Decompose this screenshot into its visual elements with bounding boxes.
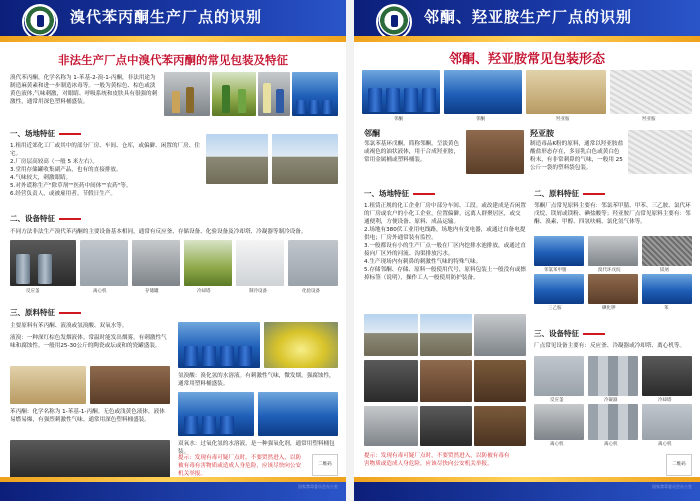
caption-top-4: 羟亚胺: [642, 117, 656, 122]
photo-o-ketone-drums: [362, 70, 440, 114]
caption-storage-tank: 存储罐: [145, 289, 159, 294]
photo-lab-sample: [164, 72, 210, 116]
photo-lab-equipment: [288, 240, 338, 286]
photo-equip-1: [534, 356, 584, 396]
photo-equip-6: [642, 404, 692, 440]
photo-raw-2: [588, 236, 638, 266]
photo-bromine-jars: [90, 366, 170, 404]
section-raw-title: 二、原料特征: [534, 188, 605, 199]
photo-o-ketone-drums-2: [444, 70, 522, 114]
photo-equip-4: [534, 404, 584, 440]
caption-top-2: 邻酮: [476, 117, 485, 122]
caption-equip-3: 冷却塔: [658, 398, 672, 403]
site-text: 1.租赁正规的化工企业厂房中部分车间、工段。或改建成是否闲置的厂房或农户的小化工企业，位置偏僻，远离人群聚居区，或交通便利，方便设备、原料、成品运输。 2.场地有380伏工业用电线路，场地内有变电器，或通过自备电提供电；厂房外通常装有监控。 3.一般都设有小的生产厂点一般在厂区内挖排水池排放，或通过直接向厂区外的河流、沟渠排放污水。 4.生产现场内有刺鼻的刺激性气味的特殊气味。 5.存储邻酮、存储、原料一般使用代号，原料包装上一般没有或擦掉标签（说明），操作工人一般使用防护装备。: [364, 203, 526, 281]
raw-text-5: 双氧水：过氧化氢的水溶液，是一种强氧化剂，通常用塑料桶包装。: [178, 441, 335, 455]
photo-bromine-crates: [10, 366, 86, 404]
warning-tip: 提示：发现有毒可疑厂点时，不要贸然进入，以防被有毒有害物质或造成人身危险，应该尽快向公安机关举报。: [364, 453, 510, 467]
raw-text-4: 氢溴酸：溴化氢的水溶液。有刺激性气味，微发烟。强腐蚀性，通常用塑料桶盛装。: [178, 373, 335, 387]
photo-acid-drums: [178, 322, 260, 368]
caption-refrigeration: 制冷设备: [249, 289, 267, 294]
photo-equip-2: [588, 356, 638, 396]
poster-header: [0, 0, 346, 40]
raw-text-2: 液溴：一种深红棕色发烟液体。常温时能发出烟雾，有刺激性气味和腐蚀性。一般用25-30公斤的陶瓷或坛或和的瓷罐盛装。: [10, 335, 167, 349]
photo-site-6: [474, 360, 526, 402]
caption-raw-6: 苯: [664, 306, 669, 311]
photo-liquid-bottles: [212, 72, 256, 116]
gold-swoosh: [354, 36, 700, 42]
right-poster: [354, 0, 700, 501]
o-ketone-text: 邻氯苯基环戊酮，简称邻酮，呈淡黄色或褐色的油状液体，用于合成羟亚胺，常用金属桶或塑料桶装。: [364, 141, 460, 163]
photo-raw-6: [642, 274, 692, 304]
photo-site-8: [420, 406, 472, 446]
photo-hydroxyimine-boxes: [526, 70, 606, 114]
photo-raw-drums: [10, 440, 170, 478]
raw-text-3: 苯丙酮：化学名称为 1-苯基-1-丙酮。无色或浅黄色液体，液体易燃易爆，有强烈刺激性气味。通常用深色塑料桶盛装。: [10, 409, 165, 423]
poster-title: 溴代苯丙酮生产厂点的识别: [70, 8, 263, 26]
photo-peroxide-drums: [258, 392, 338, 436]
section-raw-title: 三、原料特征: [10, 307, 81, 318]
caption-equip-1: 反应釜: [550, 398, 564, 403]
raw-text: 邻酮厂点常见原料主要有：邻氯苯甲腈、甲苯、三乙胺、氯代环戊烷、镁屑或镁粉、碘盐酸等；羟亚胺厂点常见原料主要有：邻酮、溴素、甲醇、四氢呋喃、氯化氢气体等。: [534, 203, 691, 225]
caption-cooling-tower: 冷却塔: [197, 289, 211, 294]
caption-equip-2: 冷凝器: [604, 398, 618, 403]
photo-hydroxyimine-powder: [628, 130, 692, 174]
photo-storage-tank: [132, 240, 180, 286]
caption-top-3: 羟亚胺: [556, 117, 570, 122]
photo-equip-3: [642, 356, 692, 396]
caption-centrifuge: 离心机: [93, 289, 107, 294]
photo-site-7: [364, 406, 418, 446]
equipment-text: 厂点常见设备主要有：反应釜、冷凝器或冷却塔、离心机等。: [534, 343, 686, 349]
caption-equip-6: 离心机: [658, 442, 672, 447]
section-equipment-title: 二、设备特征: [10, 213, 81, 224]
gold-swoosh: [0, 477, 346, 482]
caption-raw-3: 镁屑: [660, 268, 669, 273]
caption-equip-4: 离心机: [550, 442, 564, 447]
section-site-title: 一、场地特征: [364, 188, 435, 199]
photo-hydroxyimine-bags: [610, 70, 692, 114]
photo-site-4: [364, 360, 418, 402]
qr-code[interactable]: 二维码: [312, 454, 338, 476]
photo-factory-exterior: [206, 134, 268, 184]
photo-site-3: [474, 314, 526, 356]
footer-text: 国家禁毒委员会办公室: [652, 484, 692, 489]
photo-site-9: [474, 406, 526, 446]
left-poster: [0, 0, 346, 501]
equipment-text: 不同方法非法生产溴代苯丙酮的主要设备基本相同，通常有反应釜、存储设备、化验设备及冷却塔、冷凝器等制冷设备。: [10, 229, 307, 235]
photo-raw-1: [534, 236, 584, 266]
photo-peroxide-pallet: [178, 392, 254, 436]
photo-raw-3: [642, 236, 692, 266]
gold-swoosh: [0, 36, 346, 42]
warning-tip: 提示：发现有毒可疑厂点时，不要贸然进入，以防被有毒有害物质或造成人身危险，应该尽快向公安机关举报。: [178, 455, 302, 477]
photo-blue-drums: [292, 72, 338, 116]
o-ketone-label: 邻酮: [364, 129, 380, 138]
photo-site-1: [364, 314, 418, 356]
qr-code[interactable]: 二维码: [666, 454, 692, 476]
poster-title: 邻酮、羟亚胺生产厂点的识别: [424, 8, 633, 26]
caption-equip-5: 离心机: [604, 442, 618, 447]
anti-drug-emblem-icon: [376, 4, 412, 40]
poster-footer: [354, 481, 700, 501]
photo-reaction-kettle: [10, 240, 76, 286]
caption-top-1: 邻酮: [394, 117, 403, 122]
gold-swoosh: [354, 477, 700, 482]
hydroxyimine-label: 羟亚胺: [530, 129, 554, 138]
section-site-title: 一、场地特征: [10, 128, 81, 139]
poster-footer: [0, 481, 346, 501]
photo-glassware: [258, 72, 290, 116]
caption-lab-equipment: 化验设备: [302, 289, 320, 294]
photo-centrifuge: [80, 240, 128, 286]
page-gap: [346, 0, 354, 501]
caption-raw-4: 三乙胺: [548, 306, 562, 311]
caption-raw-5: 碘化钾: [602, 306, 616, 311]
photo-equip-5: [588, 404, 638, 440]
photo-site-grounds: [272, 134, 338, 184]
caption-raw-1: 邻氯苯甲腈: [544, 268, 567, 273]
photo-site-2: [420, 314, 472, 356]
section-equipment-title: 三、设备特征: [534, 328, 605, 339]
intro-text: 溴代苯丙酮，化学名称为 1-苯基-2-溴-1-丙酮，非法用途为制造麻黄素和进一步制造冰毒等。一般为黄棕色、棕色或淡黄色液体,气味刺激，对眼睛、呼吸系统和皮肤具有很强的刺激性，通常用深色塑料桶盛装。: [10, 75, 158, 105]
photo-raw-4: [534, 274, 584, 304]
footer-text: 国家禁毒委员会办公室: [298, 484, 338, 489]
photo-cooling-tower: [184, 240, 232, 286]
hydroxyimine-text: 制造毒品K粉的原料，通常以羟亚胺盐酸盐形态存在，多显乳白色或黄白色粉末，有非常刺鼻的气味，一般用 25 公斤一袋的塑料袋包装。: [530, 141, 624, 171]
photo-liquid-jar: [264, 322, 338, 368]
caption-raw-2: 溴代环戊烷: [598, 268, 621, 273]
photo-o-ketone-liquid: [466, 130, 524, 174]
anti-drug-emblem-icon: [22, 4, 58, 40]
poster-subtitle: 邻酮、羟亚胺常见包装形态: [448, 52, 605, 67]
poster-header: [354, 0, 700, 40]
site-text: 1.租用近郊化工厂或其中的部分厂房、车间、仓库，或偏僻、闲置的厂房、住宅。 2.厂房层高较高（一般 5 米左右）。 3.堂用存储罐收集副产品，也有的直接排放。 4.气味较大，刺激眼睛。 5.对外谎称生产"除草剂""医药中间体""农药"等。 6.经营负责人，或被雇用者。节假日生产。: [10, 143, 200, 197]
poster-subtitle: 非法生产厂点中溴代苯丙酮的常见包装及特征: [58, 53, 288, 67]
photo-raw-5: [588, 274, 638, 304]
photo-refrigeration: [236, 240, 284, 286]
raw-text-1: 主要原料有苯丙酮、液溴或氢溴酸、双氧水等。: [10, 323, 128, 329]
caption-kettle: 反应釜: [26, 289, 40, 294]
photo-site-5: [420, 360, 472, 402]
